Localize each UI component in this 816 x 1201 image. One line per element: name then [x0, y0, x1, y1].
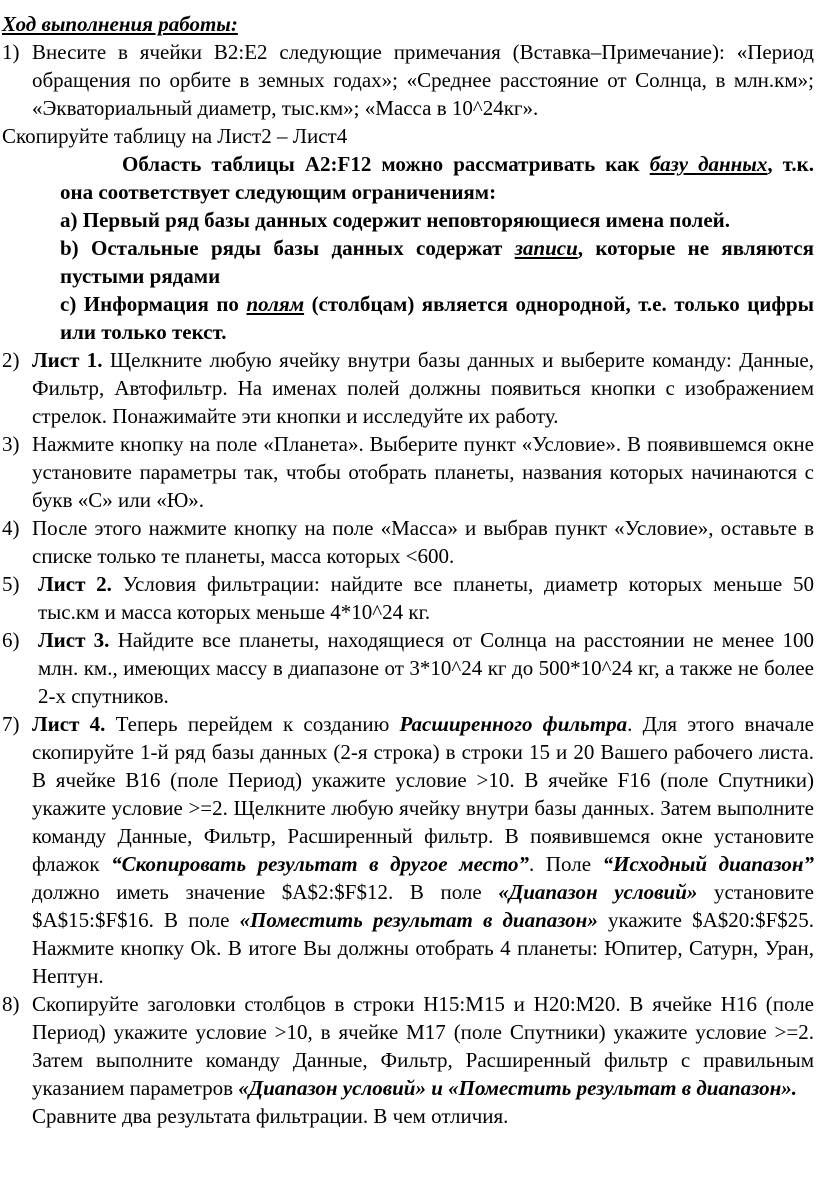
- step-7: 7) Лист 4. Теперь перейдем к созданию Расширенного фильтра. Для этого вначале скопируйте 1-й ряд базы данных (2-я строка) в строки 15 и 20 Вашего рабочего листа. В ячейке В16 (поле Период) укажите условие >10. В ячейке F16 (поле Спутники) укажите условие >=2. Щелкните любую ячейку внутри базы данных. Затем выполните команду Данные, Фильтр, Расширенный фильтр. В появившемся окне установите флажок “Скопировать результат в другое место”. Поле “Исходный диапазон” должно иметь значение $A$2:$F$12. В поле «Диапазон условий» установите $A$15:$F$16. В поле «Поместить результат в диапазон» укажите $A$20:$F$25. Нажмите кнопку Ok. В итоге Вы должны отобрать 4 планеты: Юпитер, Сатурн, Уран, Нептун.: [2, 712, 815, 988]
- step-number: 6): [2, 628, 20, 652]
- step-8: 8) Скопируйте заголовки столбцов в строки H15:M15 и H20:M20. В ячейке H16 (поле Период) укажите условие >10, в ячейке M17 (поле Спутники) укажите условие >=2. Затем выполните команду Данные, Фильтр, Расширенный фильтр с правильным указанием параметров «Диапазон условий» и «Поместить результат в диапазон». Сравните два результата фильтрации. В чем отличия.: [2, 992, 814, 1128]
- sheet-label: Лист 2.: [38, 572, 112, 596]
- term-database: базу данных: [649, 152, 768, 176]
- sheet-label: Лист 3.: [38, 628, 110, 652]
- step-1: [2, 38, 814, 122]
- step-5: [2, 570, 814, 626]
- step-text: Нажмите кнопку на поле «Планета». Выберите пункт «Условие». В появившемся окне установите параметры так, чтобы отобрать планеты, названия которых начинаются с букв «С» или «Ю».: [32, 432, 814, 512]
- step-number: 7): [2, 712, 20, 736]
- step-4: [2, 514, 814, 570]
- term-records: записи: [514, 236, 578, 260]
- step-text: После этого нажмите кнопку на поле «Масса» и выбрав пункт «Условие», оставьте в списке только те планеты, масса которых <600.: [32, 516, 814, 568]
- compare-note: Сравните два результата фильтрации. В чем отличия.: [32, 1104, 509, 1128]
- step-number: 1): [2, 40, 20, 64]
- step-number: 8): [2, 992, 20, 1016]
- step-text: Найдите все планеты, находящиеся от Солнца на расстоянии не менее 100 млн. км., имеющих массу в диапазоне от 3*10^24 кг до 500*10^24 кг, а также не более 2-х спутников.: [38, 628, 814, 708]
- term-ranges: «Диапазон условий» и «Поместить результат в диапазон».: [238, 1076, 797, 1100]
- constraint-c: c) Информация по полям (столбцам) является однородной, т.е. только цифры или только текст.: [60, 292, 814, 344]
- step-text: Щелкните любую ячейку внутри базы данных и выберите команду: Данные, Фильтр, Автофильтр. На именах полей должны появиться кнопки с изображением стрелок. Понажимайте эти кнопки и исследуйте их работу.: [32, 348, 814, 428]
- section-heading: Ход выполнения работы:: [2, 12, 238, 36]
- step-2: [2, 346, 814, 430]
- term-source-range: “Исходный диапазон”: [602, 852, 815, 876]
- database-definition: Область таблицы А2:F12 можно рассматривать как базу данных, т.к. она соответствует следующим ограничениям:: [60, 152, 815, 204]
- sheet-label: Лист 1.: [32, 348, 103, 372]
- sheet-label: Лист 4.: [32, 712, 106, 736]
- step-6: [2, 626, 814, 710]
- term-output-range: «Поместить результат в диапазон»: [239, 908, 598, 932]
- step-number: 2): [2, 348, 20, 372]
- term-advanced-filter: Расширенного фильтра: [399, 712, 628, 736]
- term-criteria-range: «Диапазон условий»: [498, 880, 698, 904]
- step-text: Внесите в ячейки В2:Е2 следующие примечания (Вставка–Примечание): «Период обращения по орбите в земных годах»; «Среднее расстояние от Солнца, в млн.км»; «Экваториальный диаметр, тыс.км»; «Масса в 10^24кг».: [32, 40, 814, 120]
- copy-note: Скопируйте таблицу на Лист2 – Лист4: [2, 124, 348, 148]
- step-number: 5): [2, 572, 20, 596]
- step-number: 4): [2, 516, 20, 540]
- constraint-b: b) Остальные ряды базы данных содержат записи, которые не являются пустыми рядами: [60, 236, 814, 288]
- term-fields: полям: [246, 292, 305, 316]
- step-text: Условия фильтрации: найдите все планеты, диаметр которых меньше 50 тыс.км и масса которых меньше 4*10^24 кг.: [38, 572, 814, 624]
- term-copy-result: “Скопировать результат в другое место”: [111, 852, 530, 876]
- step-number: 3): [2, 432, 20, 456]
- constraint-a: а) Первый ряд базы данных содержит неповторяющиеся имена полей.: [60, 208, 730, 232]
- step-3: [2, 430, 814, 514]
